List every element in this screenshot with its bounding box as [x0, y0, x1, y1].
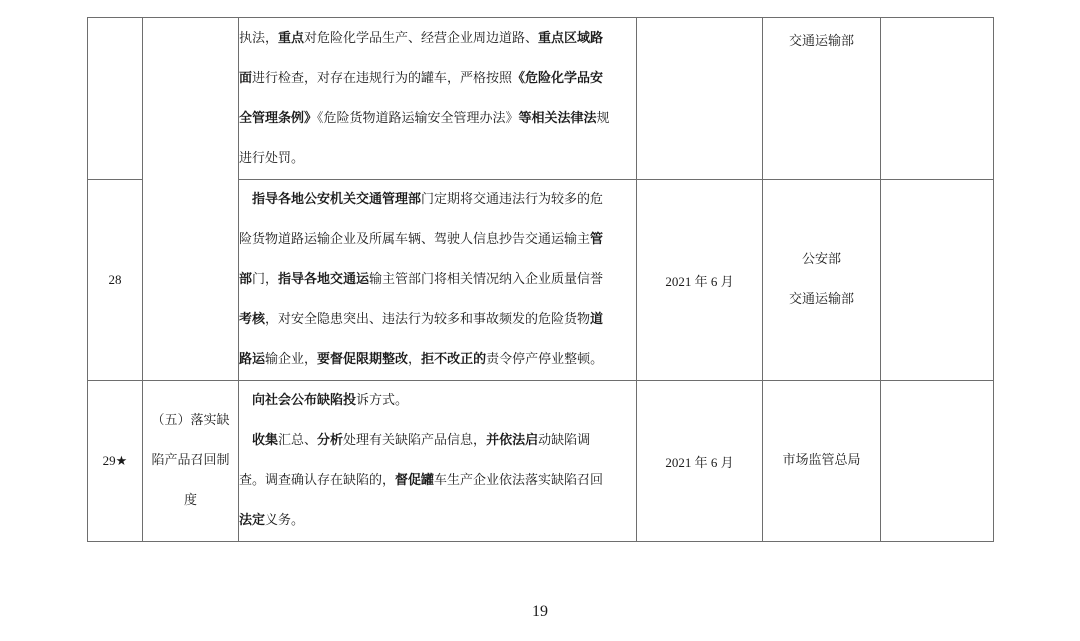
responsible-department [763, 18, 881, 180]
content-line [239, 421, 636, 461]
content-line [239, 340, 636, 380]
completion-time: 2021 年 6 月 [637, 381, 763, 542]
content-line [239, 139, 636, 179]
bold-run: 面 [239, 70, 253, 86]
text-run: 查。调查确认存在缺陷的， [239, 473, 396, 488]
content-line [239, 461, 636, 501]
text-run: 险货物道路运输企业及所属车辆、驾驶人信息抄告交通运输主 [239, 232, 591, 247]
content-line [239, 260, 636, 300]
content-line [239, 300, 636, 340]
content-line [239, 180, 636, 220]
bold-run: 全管理条例》 [239, 110, 318, 126]
category-cell [143, 381, 239, 542]
measure-content [239, 180, 637, 381]
text-run: 规 [596, 110, 610, 126]
text-run: ， [408, 352, 422, 367]
bold-run: 考核 [239, 312, 266, 327]
remarks-cell [881, 180, 994, 381]
text-run: 输主管部门将相关情况纳入企业质量信誉 [369, 272, 604, 287]
remarks-cell [881, 18, 994, 180]
text-run: 进行检查，对存在违规行为的罐车，严格按照 [252, 70, 513, 86]
content-line [239, 381, 636, 421]
text-run: 汇总、 [278, 433, 318, 448]
department-name: 交通运输部 [788, 292, 854, 307]
text-run: 进行处罚。 [239, 150, 305, 166]
row-number: 29★ [88, 381, 143, 542]
bold-run: 要督促限期整改 [317, 352, 409, 367]
text-run: 对危险化学品生产、经营企业周边道路、 [304, 30, 539, 46]
text-run: 责令停产停业整顿。 [486, 352, 604, 367]
text-run: 《危险货物道路运输安全管理办法》 [317, 110, 519, 126]
page-number: 19 [532, 603, 548, 620]
bold-run: 法定 [239, 513, 266, 528]
category-line: （五）落实缺 [151, 413, 230, 428]
content-line [239, 99, 636, 139]
bold-run: 重点区域路 [538, 30, 604, 46]
content-line [239, 59, 636, 99]
bold-run: 道 [590, 312, 604, 327]
row-number [88, 18, 143, 180]
category-line: 度 [183, 493, 197, 508]
bold-run: 收集 [252, 433, 279, 448]
bold-run: 《危险化学品安 [512, 70, 604, 86]
text-run: 义务。 [265, 513, 305, 528]
bold-run: 指导各地公安机关交通管理部 [252, 192, 422, 207]
completion-time: 2021 年 6 月 [637, 180, 763, 381]
measures-table [87, 17, 994, 542]
text-run: 动缺陷调 [538, 433, 591, 448]
text-run: 诉方式。 [356, 393, 409, 408]
bold-run: 督促罐 [395, 473, 435, 488]
table-row [88, 18, 994, 180]
bold-run: 分析 [317, 433, 344, 448]
bold-run: 等相关法律法 [518, 110, 597, 126]
responsible-department [763, 381, 881, 542]
table-row [88, 381, 994, 542]
content-line [239, 220, 636, 260]
bold-run: 路运 [239, 352, 266, 367]
department-name: 公安部 [801, 252, 841, 267]
bold-run: 指导各地交通运 [278, 272, 370, 287]
text-run: 执法， [239, 30, 279, 46]
category-line: 陷产品召回制 [151, 453, 230, 468]
text-run: ，对安全隐患突出、违法行为较多和事故频发的危险货物 [265, 312, 591, 327]
bold-run: 管 [590, 232, 604, 247]
content-line [239, 19, 636, 59]
bold-run: 并依法启 [486, 433, 539, 448]
department-name: 市场监管总局 [782, 453, 861, 468]
measure-content [239, 18, 637, 180]
bold-run: 拒不改正的 [421, 352, 487, 367]
text-run: 处理有关缺陷产品信息， [343, 433, 487, 448]
bold-run: 重点 [278, 30, 305, 46]
remarks-cell [881, 381, 994, 542]
text-run: 门定期将交通违法行为较多的危 [421, 192, 604, 207]
text-run: 车生产企业依法落实缺陷召回 [434, 473, 604, 488]
bold-run: 部 [239, 272, 253, 287]
responsible-department [763, 180, 881, 381]
text-run: 输企业， [265, 352, 318, 367]
category-cell [143, 18, 239, 381]
content-line [239, 501, 636, 541]
bold-run: 向社会公布缺陷投 [252, 393, 357, 408]
measure-content [239, 381, 637, 542]
row-number: 28 [88, 180, 143, 381]
completion-time [637, 18, 763, 180]
text-run: 门， [252, 272, 279, 287]
department-name: 交通运输部 [788, 34, 854, 49]
